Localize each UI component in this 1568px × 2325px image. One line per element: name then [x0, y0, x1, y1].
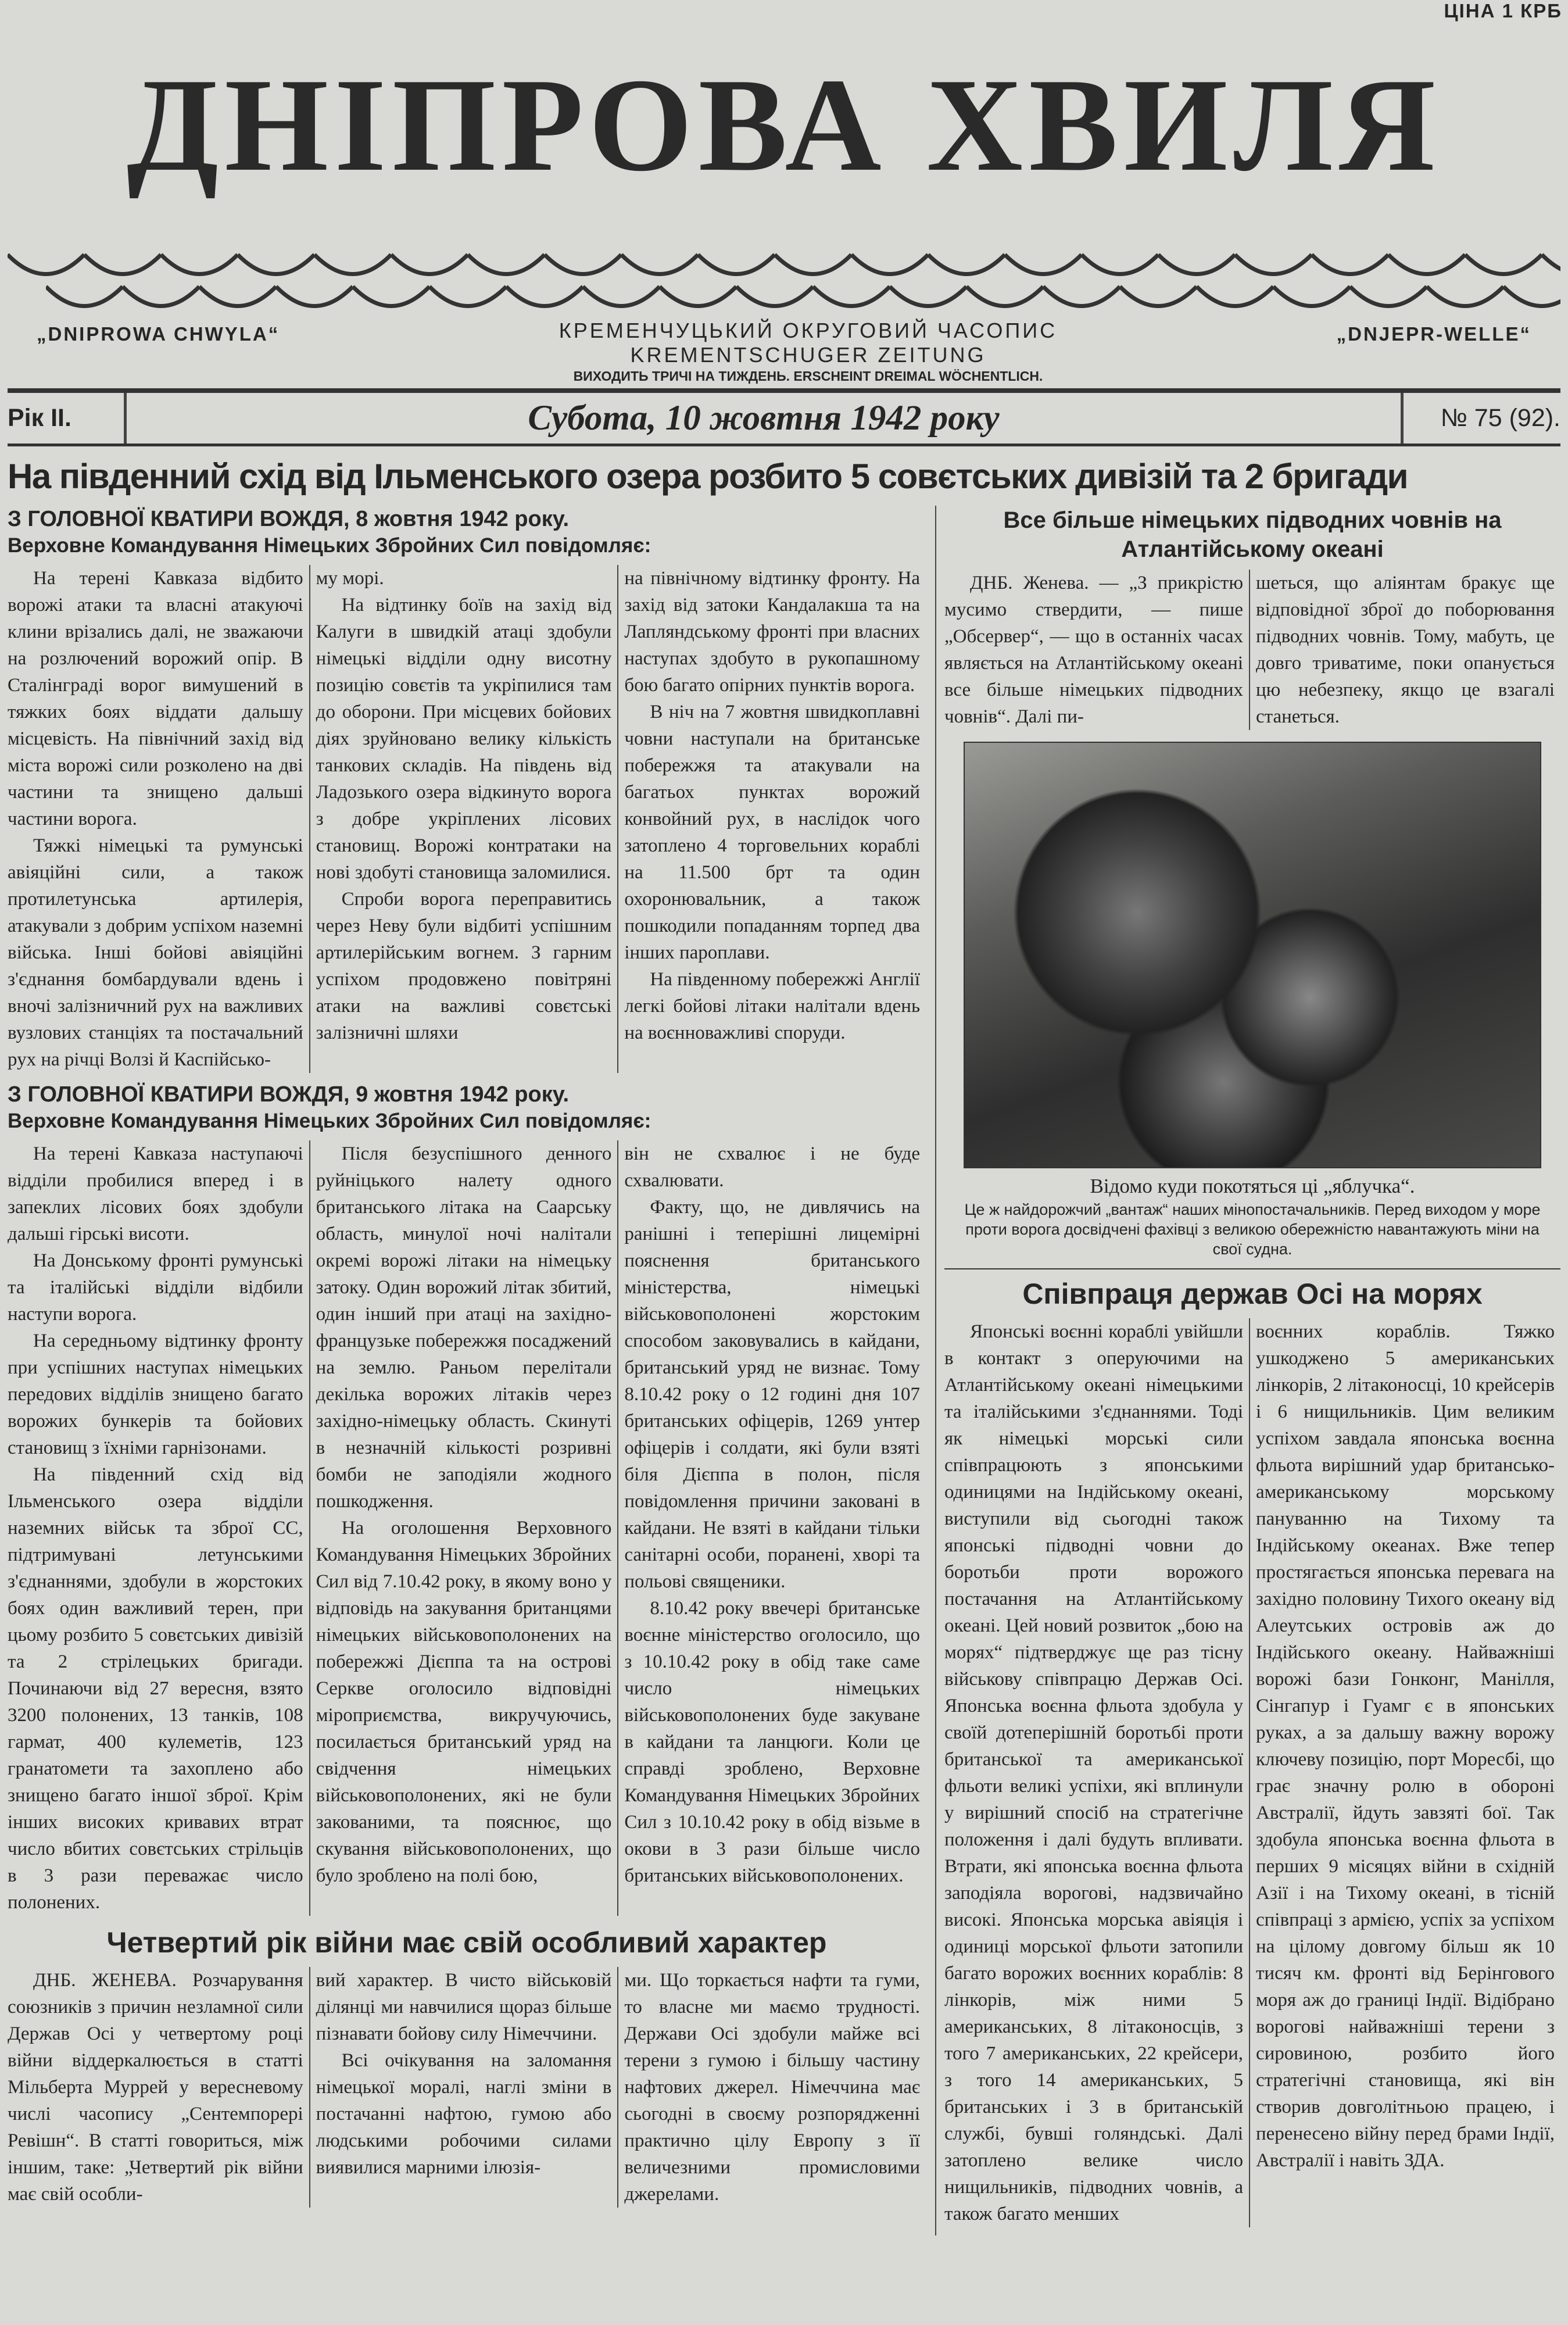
- submarines-heading: Все більше німецьких підводних човнів на Атлантійському океані: [1003, 507, 1502, 562]
- section3-col3: [617, 1967, 926, 2208]
- main-headline: На південний схід від Ільменського озера розбито 5 совєтських дивізій та 2 бригади: [8, 457, 1408, 496]
- latin-title: „DNIPROWA CHWYLA“: [37, 323, 280, 345]
- paragraph: Факту, що, не дивлячись на ранішні і теперішні лицемірні пояснення британського міністерства, німецькі військовополонені жорстоким способом заковувались в кайдани, британський уряд не визнає. Тому 8.10.42 року о 12 годині дня 107 британських офіцерів, 1269 унтер офіцерів і солдати, які були взяті біля Дієппа в полон, після повідомлення причини заковані в кайдани. Не взяті в кайдани тільки санітарні особи, поранені, хворі та польові священики.: [624, 1197, 921, 1592]
- paragraph: шеться, що аліянтам бракує ще відповідної зброї до поборювання підводних човнів. Тому, мабуть, це довго триватиме, поки опанується цю небезпеку, якщо це взагалі станеться.: [1256, 573, 1555, 727]
- right-area: [935, 506, 1560, 2235]
- masthead-title: ДНІПРОВА ХВИЛЯ: [127, 51, 1441, 199]
- waves-ornament: [8, 250, 1560, 314]
- section2-col3: [617, 1140, 926, 1916]
- section1-col2: [309, 565, 618, 1073]
- paragraph: ДНБ. Женева. — „З прикрістю мусимо ствердити, — пише „Обсервер“, — що в останніх часах являється на Атлантійському океані все більше німецьких підводних човнів“. Далі пи-: [944, 573, 1243, 727]
- submarines-col1: [944, 570, 1249, 730]
- german-title: „DNJEPR-WELLE“: [1336, 323, 1531, 345]
- issue-date: Субота, 10 жовтня 1942 року: [528, 398, 1000, 438]
- axis-cooperation-heading: Співпраця держав Осі на морях: [1022, 1278, 1483, 1310]
- paragraph: Японські воєнні кораблі увійшли в контакт з оперуючими на Атлантійському океані німецькими та італійськими з'єднаннями. Тоді як німецькі морські сили співпрацюють з японськими одиницями на Індійському океані, виступили від сьогодні також японські підводні човни до боротьби проти ворожого постачання на Атлантійському океані. Цей новий розвиток „бою на морях“ підтверджує ще раз тісну військову співпрацю Держав Осі. Японська воєнна фльота здобула у своїй дотеперішній боротьбі проти британської та американської фльоти великі успіхи, які вплинули у вирішний спосіб на стратегічне положення і далі будуть впливати. Втрати, які японська воєнна фльота заподіяла ворогові, надзвичайно високі. Японська морська авіяція і одиниці морської фльоти затопили багато ворожих воєнних кораблів: 8 лінкорів, між ними 5 американських, 8 літаконосців, з того 7 американських, 22 крейсери, з того 14 американських, 5 британських і 3 в британській службі, бувші голяндські. Далі затоплено велике число нищильників, підводних човнів, а також багато менших: [944, 1321, 1243, 2224]
- paragraph: На південному побережжі Англії легкі бойові літаки налітали вдень на воєнноважливі споруди.: [624, 969, 921, 1043]
- paragraph: На терені Кавказа наступаючі відділи пробилися вперед і в запеклих лісових боях здобули дальші гірські висоти.: [8, 1143, 303, 1244]
- masthead-subrow: [8, 314, 1560, 388]
- paragraph: на північному відтинку фронту. На захід від затоки Кандалакша та на Лапляндському фронті при власних наступах здобуто в рукопашному бою багато опірних пунктів ворога.: [624, 568, 921, 696]
- section1-columns: [8, 565, 926, 1073]
- price-label: ЦІНА 1 КРБ: [1444, 0, 1562, 22]
- section2-col2: [309, 1140, 618, 1916]
- paragraph: Спроби ворога переправитись через Неву були відбиті успішним артилерійським вогнем. З гарним успіхом продовжено повітряні атаки на важливі совєтські залізничні шляхи: [316, 889, 612, 1043]
- section2-subheading: Верховне Командування Німецьких Збройних Сил повідомляє:: [8, 1110, 651, 1132]
- section3-columns: [8, 1967, 926, 2208]
- axis-cooperation-col2: [1249, 1318, 1560, 2227]
- section3-heading: Четвертий рік війни має свій особливий характер: [106, 1926, 827, 1959]
- date-bar: [8, 393, 1560, 443]
- paragraph: воєнних кораблів. Тяжко ушкоджено 5 американських лінкорів, 2 літаконосці, 10 крейсерів і 6 нищильників. Цим великим успіхом завдала японська воєнна фльота вирішний удар британсько-американському морському пануванню на Тихому та Індійському океанах. Вже тепер простягається японська перевага на західно половину Тихого океану від Алеутських островів аж до Індійського океану. Найважніші ворожі бази Гонконг, Манілля, Сінгапур і Гуамг є в японських руках, а за дальшу важну ворожу ключеву позицію, порт Моресбі, що грає значну ролю в обороні Австралії, йдуть завзяті бої. Так здобула японська воєнна фльота в перших 9 місяцях війни в східній Азії і на Тихому океані, в тісній співпраці з армією, успіх за успіхом на цілому довгому більш як 10 тисяч км. фронті від Берінгового моря аж до границі Індії. Відібрано ворогові найважніші терени з сировиною, розбито його стратегічні становища, які він створив довголітньою працею, і перенесено війну перед брами Індії, Австралії і навіть ЗДА.: [1256, 1321, 1555, 2171]
- section3-col2: [309, 1967, 618, 2208]
- paragraph: В ніч на 7 жовтня швидкоплавні човни наступали на британське побережжя та атакували на багатьох пунктах ворожий конвойний рух, в наслідок чого затоплено 4 торговельних кораблі на 11.500 брт та один охоронювальник, а також пошкодили попаданням торпед два інших пароплави.: [624, 702, 921, 963]
- axis-cooperation-columns: [944, 1318, 1560, 2227]
- subtitle-de: KREMENTSCHUGER ZEITUNG: [630, 343, 986, 367]
- subtitle-ua: КРЕМЕНЧУЦЬКИЙ ОКРУГОВИЙ ЧАСОПИС: [559, 319, 1058, 342]
- section1-subheading: Верховне Командування Німецьких Збройних Сил повідомляє:: [8, 534, 651, 557]
- paragraph: Всі очікування на заломання німецької моралі, наглі зміни в постачанні нафтою, гумою або людськими робочими силами виявилися марними ілюзія-: [316, 2050, 612, 2178]
- paragraph: На відтинку боїв на захід від Калуги в швидкій атаці здобули німецькі відділи одну висотну позицію совєтів та укріпилися там до оборони. При місцевих бойових діях зруйновано велику кількість танкових складів. На південь від Ладозького озера відкинуто ворога з добре укріплених лісових становищ. Ворожі контратаки на нові здобуті становища заломилися.: [316, 595, 612, 883]
- paragraph: Після безуспішного денного руйніцького налету одного британського літака на Саарську область, минулої ночі налітали окремі ворожі літаки на німецьку затоку. Один ворожий літак збитий, один інший при атаці на західно-французьке побережжя посаджений на землю. Раньом перелітали декілька ворожих літаків через західно-німецьку область. Скинуті в незначній кількості розривні бомби не заподіяли жодного пошкодження.: [316, 1143, 612, 1512]
- submarines-columns: [944, 570, 1560, 730]
- section2-heading: З ГОЛОВНОЇ КВАТИРИ ВОЖДЯ, 9 жовтня 1942 року.: [8, 1082, 570, 1107]
- paragraph: він не схвалює і не буде схвалювати.: [624, 1143, 921, 1191]
- paragraph: На південний схід від Ільменського озера відділи наземних військ та зброї СС, підтримувані летунськими з'єднаннями, здобули в жорстоких боях один важливий терен, при цьому розбито 5 совєтських дивізій та 2 стрілецьких бригади. Починаючи від 27 вересня, взято 3200 полонених, 13 танків, 108 гармат, 400 кулеметів, 123 гранатомети та захоплено або знищено багато іншої зброї. Крім інших високих кривавих втрат число вбитих совєтських стрільців в 3 рази переважає число полонених.: [8, 1464, 303, 1913]
- masthead-subtitle: [559, 319, 1057, 385]
- paragraph: ми. Що торкається нафти та гуми, то власне ми маємо трудності. Держави Осі здобули майже всі терени з гумою і більшу частину нафтових джерел. Німеччина має сьогодні в своєму розпорядженні практично цілу Европу з її величезними промисловими джерелами.: [624, 1970, 921, 2205]
- divider: [8, 388, 1560, 393]
- paragraph: вий характер. В чисто військовій ділянці ми навчилися щораз більше пізнавати бойову силу Німеччини.: [316, 1970, 612, 2044]
- submarines-col2: [1249, 570, 1560, 730]
- photo-subcaption: Це ж найдорожчий „вантаж“ наших мінопостачальників. Перед виходом у море проти ворога досвідчені фахівці з великою обережністю навантажують міни на свої судна.: [964, 1201, 1541, 1258]
- section1-heading: З ГОЛОВНОЇ КВАТИРИ ВОЖДЯ, 8 жовтня 1942 року.: [8, 507, 570, 531]
- axis-cooperation-col1: [944, 1318, 1249, 2227]
- photo-caption: Відомо куди покотяться ці „яблучка“.: [1090, 1175, 1415, 1197]
- naval-mines-photo: [964, 742, 1541, 1168]
- paragraph: На середньому відтинку фронту при успішних наступах німецьких передових відділів знищено багато ворожих бункерів та бойових становищ з їхніми гарнізонами.: [8, 1330, 303, 1458]
- paragraph: Тяжкі німецькі та румунські авіяційні сили, а також протилетунська артилерія, атакували з добрим успіхом наземні війська. Інші бойові авіяційні з'єднання бомбардували вдень і вночі залізничний рух на важливих вузлових станціях та постачальний рух на річці Волзі й Каспійсько-: [8, 835, 303, 1070]
- paragraph: На оголошення Верховного Командування Німецьких Збройних Сил від 7.10.42 року, в якому воно у відповідь на закування британцями німецьких військовополонених на побережжі Дієппа та на острові Серкве оголосило відповідні міроприємства, викручуючись, посилається британський уряд на свідчення німецьких військовополонених, які не були закованими, та пояснює, що скування військовополонених, що було зроблено на полі бою,: [316, 1518, 612, 1886]
- section2-columns: [8, 1140, 926, 1916]
- section2-col1: [8, 1140, 309, 1916]
- paragraph: му морі.: [316, 568, 384, 589]
- section3-col1: [8, 1967, 309, 2208]
- divider: [944, 1268, 1560, 1269]
- paragraph: На терені Кавказа відбито ворожі атаки та власні атакуючі клини врізались далі, не зважаючи на розлючений ворожий опір. В Сталінграді ворог вимушений в тяжких боях віддати дальшу місцевість. На північний захід від міста ворожі сили розколено на дві частини та знищено дальші частини ворога.: [8, 568, 303, 829]
- section1-col1: [8, 565, 309, 1073]
- left-area: [8, 506, 926, 2235]
- issue-number: № 75 (92).: [1440, 404, 1560, 432]
- paragraph: 8.10.42 року ввечері британське воєнне міністерство оголосило, що з 10.10.42 року в обід таке саме число німецьких військовополонених буде закуване в кайдани та ланцюги. Коли це справді зроблено, Верховне Командування Німецьких Збройних Сил з 10.10.42 року в обід візьме в окови в 3 рази більше число британських військовополонених.: [624, 1598, 921, 1886]
- paragraph: ДНБ. ЖЕНЕВА. Розчарування союзників з причин незламної сили Держав Осі у четвертому році війни віддеркалюється в статті Мільберта Муррей у вересневому числі часопису „Сентемпорері Ревішн“. В статті говориться, між іншим, таке: „Четвертий рік війни має свій особли-: [8, 1970, 303, 2205]
- page-body: [8, 506, 1560, 2235]
- section1-col3: [617, 565, 926, 1073]
- year-label: Рік II.: [8, 404, 71, 432]
- paragraph: На Донському фронті румунські та італійські відділи відбили наступи ворога.: [8, 1250, 303, 1325]
- frequency-note: ВИХОДИТЬ ТРИЧІ НА ТИЖДЕНЬ. ERSCHEINT DREIMAL WÖCHENTLICH.: [573, 369, 1043, 384]
